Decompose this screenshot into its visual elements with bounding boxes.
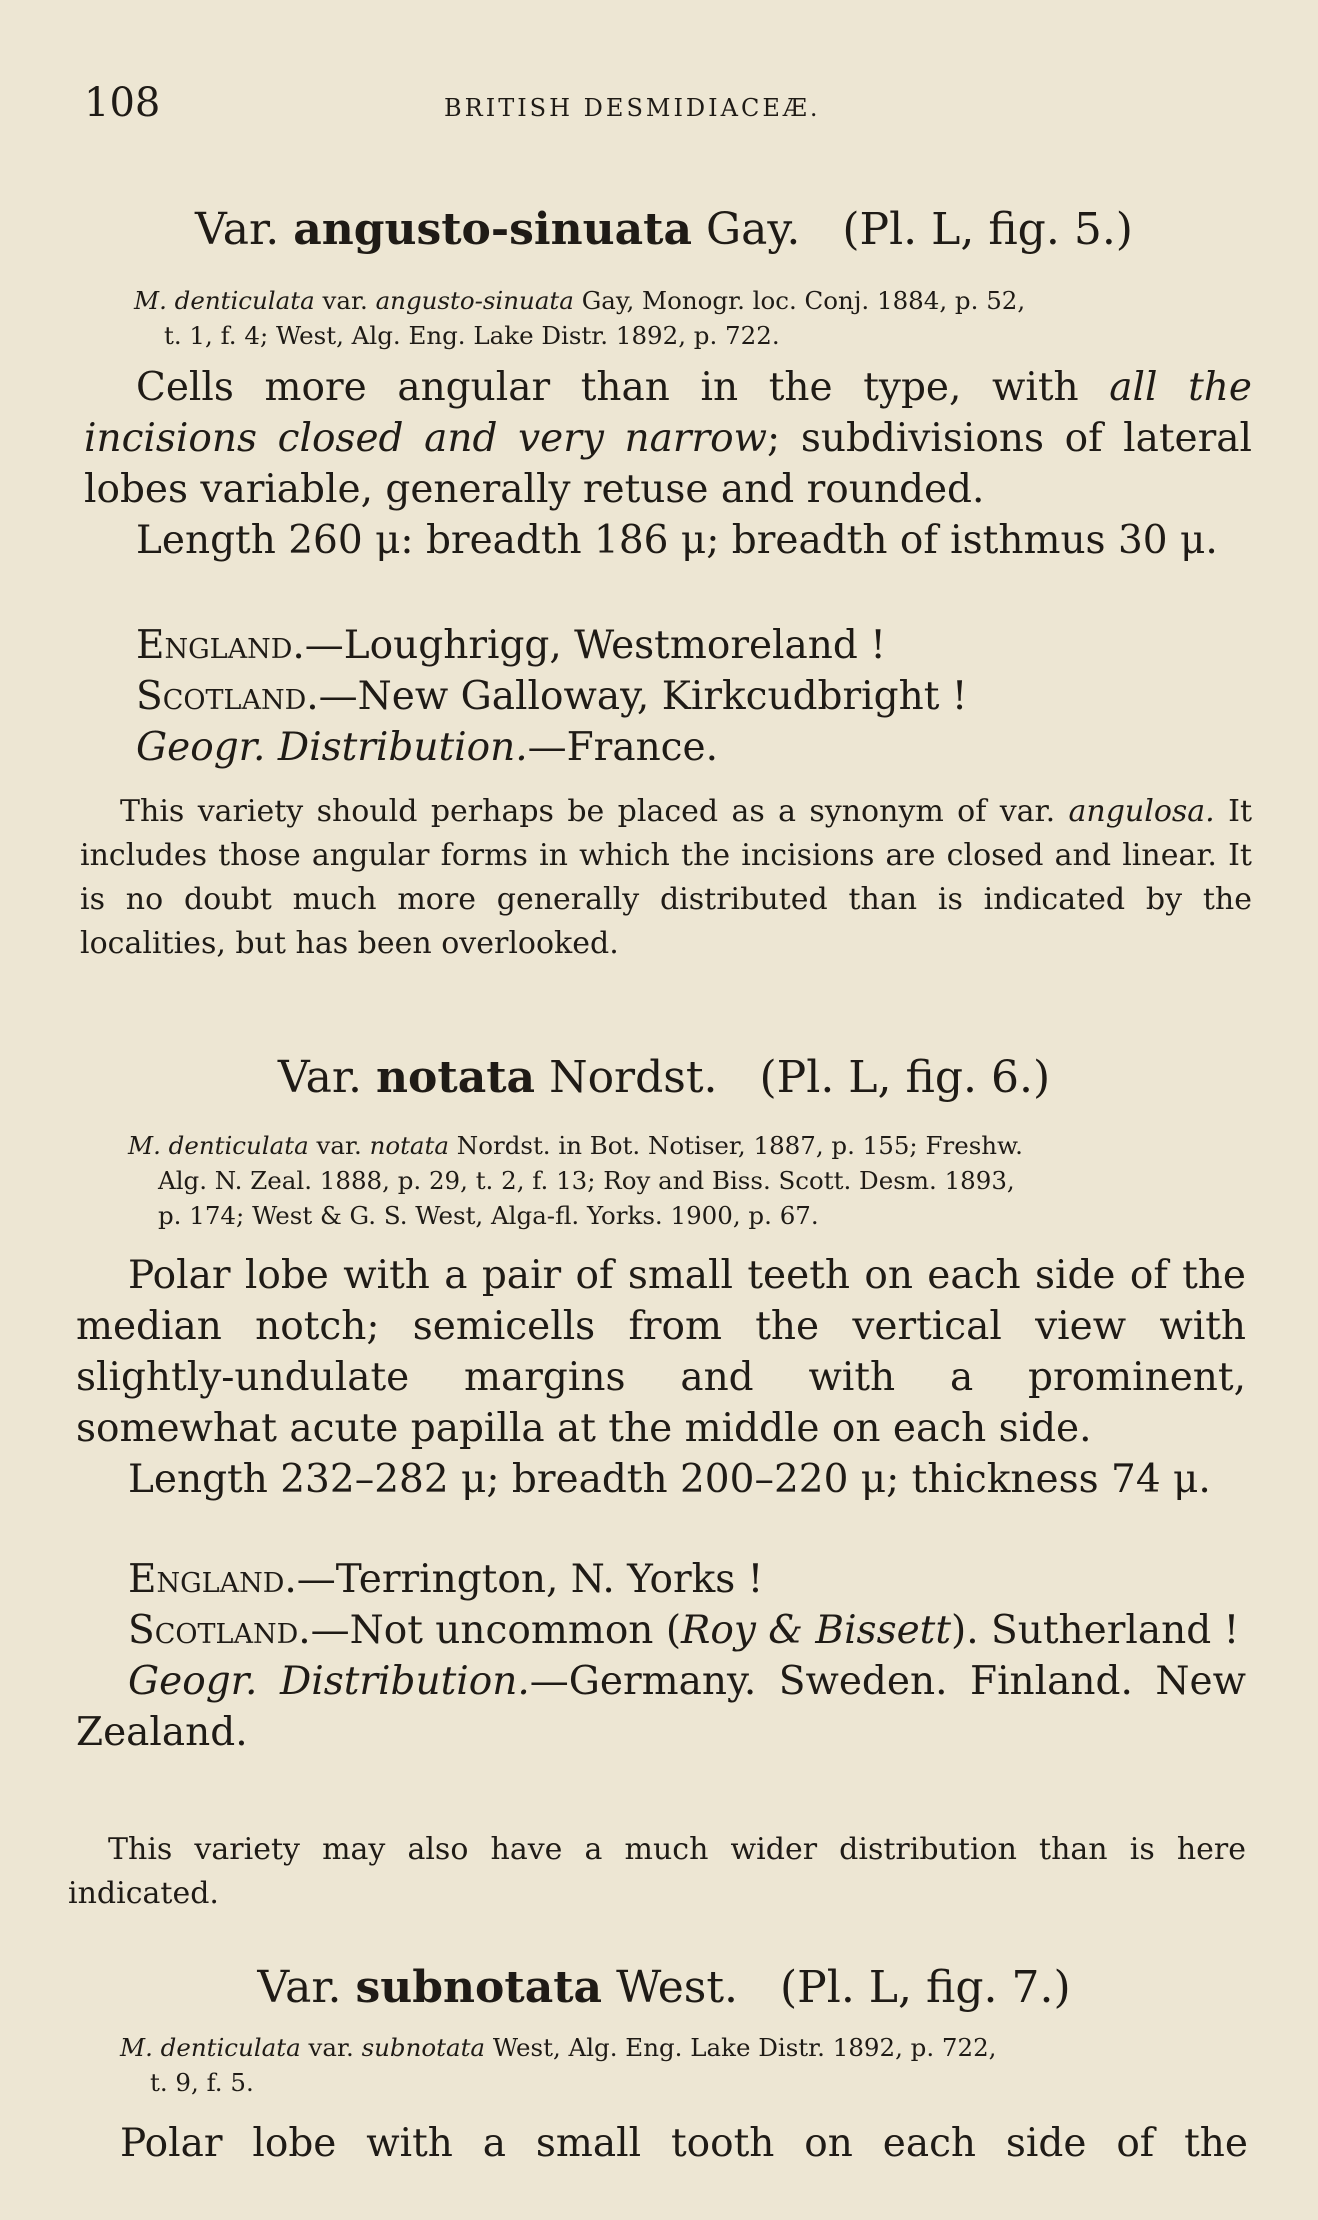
geographic-distribution: Geogr. Distribution.—Germany. Sweden. Finland. New Zealand. xyxy=(76,1659,1246,1755)
locality-england: England.—Terrington, N. Yorks ! xyxy=(128,1557,764,1602)
description-subnotata xyxy=(68,2118,1248,2169)
variety-name: angusto-sinuata xyxy=(293,204,692,255)
variety-heading-subnotata: Var. subnotata West. (Pl. L, fig. 7.) xyxy=(257,1962,1071,2013)
note-angusto-sinuata: This variety should perhaps be placed as a synonym of var. angulosa. It includes those angular forms in which the incisions are closed and linear. It is no doubt much more generally distributed than is indicated by the localities, but has been overlooked. xyxy=(80,794,1252,961)
running-title: BRITISH DESMIDIACEÆ. xyxy=(444,94,821,122)
synonymy-notata: M. denticulata var. notata Nordst. in Bot. Notiser, 1887, p. 155; Freshw. Alg. N. Zeal. 1888, p. 29, t. 2, f. 13; Roy and Biss. Scott. Desm. 1893, p. 174; West & G. S. West, Alga-fl. Yorks. 1900, p. 67. xyxy=(128,1131,1023,1230)
page-header xyxy=(84,80,1244,140)
locality-scotland: Scotland.—New Galloway, Kirkcudbright ! xyxy=(136,674,968,719)
plate-reference: (Pl. L, fig. 6.) xyxy=(759,1052,1051,1103)
plate-reference: (Pl. L, fig. 7.) xyxy=(779,1962,1071,2013)
plate-reference: (Pl. L, fig. 5.) xyxy=(842,204,1133,255)
description-angusto-sinuata xyxy=(84,362,1252,566)
description-text: Polar lobe with a small tooth on each side of the xyxy=(120,2121,1248,2166)
locality-scotland: Scotland.—Not uncommon (Roy & Bissett). Sutherland ! xyxy=(128,1608,1240,1653)
description-notata xyxy=(76,1250,1246,1505)
note-notata: This variety may also have a much wider distribution than is here indicated. xyxy=(68,1832,1246,1911)
locality-england: England.—Loughrigg, Westmoreland ! xyxy=(136,623,886,668)
variety-heading-notata: Var. notata Nordst. (Pl. L, fig. 6.) xyxy=(277,1052,1051,1103)
page-number: 108 xyxy=(84,80,161,126)
variety-name: notata xyxy=(376,1052,536,1103)
variety-name: subnotata xyxy=(355,1962,603,2013)
localities-angusto-sinuata xyxy=(84,620,1252,773)
synonymy-angusto-sinuata: M. denticulata var. angusto-sinuata Gay, Monogr. loc. Conj. 1884, p. 52, t. 1, f. 4; West, Alg. Eng. Lake Distr. 1892, p. 722. xyxy=(134,286,1026,350)
measurements: Length 232–282 μ; breadth 200–220 μ; thickness 74 μ. xyxy=(128,1457,1211,1502)
synonymy-subnotata: M. denticulata var. subnotata West, Alg. Eng. Lake Distr. 1892, p. 722, t. 9, f. 5. xyxy=(120,2033,997,2097)
localities-notata xyxy=(76,1554,1246,1758)
description-text: Cells more angular than in the type, with all the incisions closed and very narrow; subdivisions of lateral lobes variable, generally retuse and rounded. xyxy=(84,365,1252,512)
geographic-distribution: Geogr. Distribution.—France. xyxy=(136,725,719,770)
measurements: Length 260 μ: breadth 186 μ; breadth of isthmus 30 μ. xyxy=(136,518,1218,563)
description-text: Polar lobe with a pair of small teeth on each side of the median notch; semicells from the vertical view with slightly-undulate margins and with a prominent, somewhat acute papilla at the middle on each side. xyxy=(76,1253,1246,1451)
variety-heading-angusto-sinuata: Var. angusto-sinuata Gay. (Pl. L, fig. 5.) xyxy=(195,204,1133,255)
